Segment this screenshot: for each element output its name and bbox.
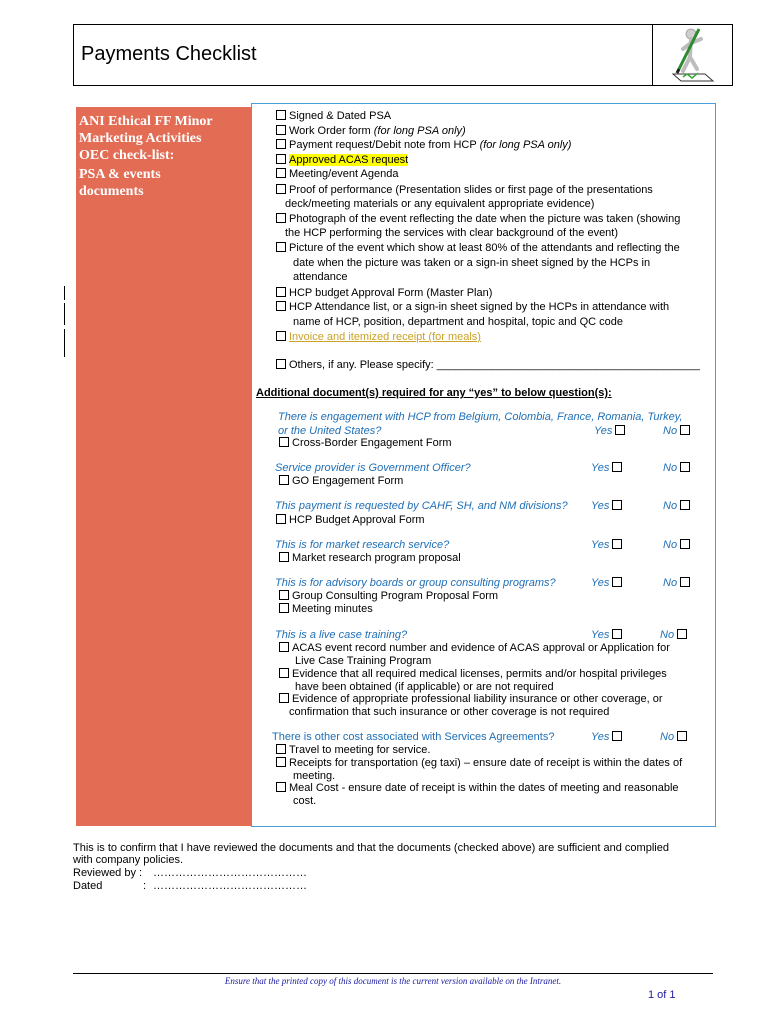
yes-label: Yes bbox=[591, 539, 610, 551]
required-doc bbox=[279, 590, 498, 603]
confirmation-text: with company policies. bbox=[73, 854, 184, 866]
yes-option bbox=[594, 425, 628, 438]
no-label: No bbox=[663, 462, 678, 474]
no-option bbox=[663, 425, 693, 438]
margin-mark bbox=[64, 286, 65, 300]
footer-divider bbox=[73, 973, 713, 974]
question-text: This is for market research service? bbox=[275, 539, 450, 551]
required-doc bbox=[279, 552, 461, 565]
item-label: Others, if any. Please specify: ___________________________________________ bbox=[289, 359, 700, 371]
doc-label: Evidence that all required medical licenses, permits and/or hospital privileges bbox=[292, 668, 667, 680]
checkbox[interactable] bbox=[276, 782, 286, 792]
no-option bbox=[663, 462, 693, 475]
yes-label: Yes bbox=[591, 462, 610, 474]
checklist-item bbox=[276, 125, 466, 138]
yes-option bbox=[591, 500, 625, 513]
doc-label: HCP Budget Approval Form bbox=[289, 514, 425, 526]
checkbox[interactable] bbox=[276, 184, 286, 194]
doc-label-cont: Live Case Training Program bbox=[295, 655, 432, 667]
dated-field[interactable]: …………………………………… bbox=[153, 880, 307, 892]
checkbox[interactable] bbox=[276, 287, 286, 297]
yes-label: Yes bbox=[591, 629, 610, 641]
item-label: Signed & Dated PSA bbox=[289, 110, 392, 122]
doc-label: ACAS event record number and evidence of ACAS approval or Application for bbox=[292, 642, 670, 654]
yes-label: Yes bbox=[594, 425, 613, 437]
doc-label-cont: cost. bbox=[293, 795, 317, 807]
yes-checkbox[interactable] bbox=[612, 731, 622, 741]
required-doc bbox=[279, 437, 452, 450]
no-label: No bbox=[663, 500, 678, 512]
side-panel-line: PSA & events bbox=[79, 167, 161, 182]
checkbox[interactable] bbox=[276, 242, 286, 252]
page-number: 1 of 1 bbox=[648, 989, 676, 1001]
no-label: No bbox=[663, 539, 678, 551]
checklist-item bbox=[276, 213, 680, 226]
page-title: Payments Checklist bbox=[81, 43, 257, 65]
yes-label: Yes bbox=[591, 731, 610, 743]
checklist-item bbox=[276, 168, 398, 181]
checkbox[interactable] bbox=[279, 437, 289, 447]
checklist-item bbox=[276, 287, 492, 300]
no-checkbox[interactable] bbox=[680, 462, 690, 472]
required-doc bbox=[276, 514, 425, 527]
required-doc bbox=[276, 744, 430, 757]
required-doc bbox=[279, 603, 373, 616]
required-doc bbox=[279, 642, 670, 655]
item-label: Work Order form bbox=[289, 125, 374, 137]
no-checkbox[interactable] bbox=[677, 629, 687, 639]
checkbox[interactable] bbox=[276, 168, 286, 178]
checkbox[interactable] bbox=[276, 154, 286, 164]
yes-label: Yes bbox=[591, 577, 610, 589]
required-doc bbox=[279, 475, 403, 488]
checkbox[interactable] bbox=[276, 125, 286, 135]
yes-option bbox=[591, 629, 625, 642]
confirmation-text: This is to confirm that I have reviewed the documents and that the documents (checked above) are sufficient and complied bbox=[73, 842, 669, 854]
no-option bbox=[663, 539, 693, 552]
doc-label-cont: have been obtained (if applicable) or are not required bbox=[295, 681, 554, 693]
item-label: Meeting/event Agenda bbox=[289, 168, 399, 180]
no-label: No bbox=[663, 577, 678, 589]
yes-option bbox=[591, 577, 625, 590]
item-label-highlighted: Approved ACAS request bbox=[289, 154, 409, 166]
item-label: Payment request/Debit note from HCP bbox=[289, 139, 480, 151]
checklist-item bbox=[276, 359, 700, 372]
no-option bbox=[660, 731, 690, 744]
checklist-item bbox=[276, 154, 408, 167]
side-panel bbox=[76, 107, 251, 826]
margin-mark bbox=[64, 303, 65, 325]
yes-checkbox[interactable] bbox=[612, 539, 622, 549]
reviewed-by-label: Reviewed by : bbox=[73, 867, 143, 879]
doc-label: Travel to meeting for service. bbox=[289, 744, 431, 756]
item-label-cont: name of HCP, position, department and hospital, topic and QC code bbox=[293, 316, 623, 328]
no-checkbox[interactable] bbox=[680, 539, 690, 549]
checkbox[interactable] bbox=[276, 139, 286, 149]
yes-checkbox[interactable] bbox=[612, 500, 622, 510]
no-option bbox=[663, 500, 693, 513]
item-label: HCP Attendance list, or a sign-in sheet signed by the HCPs in attendance with bbox=[289, 301, 670, 313]
item-label: HCP budget Approval Form (Master Plan) bbox=[289, 287, 493, 299]
question-text: This is for advisory boards or group consulting programs? bbox=[275, 577, 556, 589]
no-checkbox[interactable] bbox=[677, 731, 687, 741]
doc-label: Market research program proposal bbox=[292, 552, 461, 564]
checkbox[interactable] bbox=[276, 359, 286, 369]
checkbox[interactable] bbox=[279, 603, 289, 613]
pen-figure-icon bbox=[653, 25, 733, 85]
required-doc bbox=[279, 668, 667, 681]
question-text: There is other cost associated with Services Agreements? bbox=[272, 731, 555, 743]
no-label: No bbox=[660, 629, 675, 641]
side-panel-line: Marketing Activities bbox=[79, 131, 202, 146]
checkbox[interactable] bbox=[276, 110, 286, 120]
checklist-item bbox=[276, 301, 669, 314]
side-panel-line: ANI Ethical FF Minor bbox=[79, 114, 213, 129]
no-checkbox[interactable] bbox=[680, 577, 690, 587]
no-checkbox[interactable] bbox=[680, 500, 690, 510]
no-checkbox[interactable] bbox=[680, 425, 690, 435]
question-text: or the United States? bbox=[278, 425, 382, 437]
doc-label: Evidence of appropriate professional liability insurance or other coverage, or bbox=[292, 693, 663, 705]
checkbox[interactable] bbox=[276, 744, 286, 754]
question-text: Service provider is Government Officer? bbox=[275, 462, 471, 474]
item-note: (for long PSA only) bbox=[373, 125, 466, 137]
checkbox[interactable] bbox=[276, 514, 286, 524]
required-doc bbox=[279, 693, 663, 706]
no-option bbox=[660, 629, 690, 642]
additional-heading: Additional document(s) required for any “yes” to below question(s): bbox=[256, 387, 612, 399]
item-label-cont: date when the picture was taken or a sign-in sheet signed by the HCPs in bbox=[293, 257, 651, 269]
item-label-cont: the HCP performing the services with clear background of the event) bbox=[285, 227, 619, 239]
required-doc bbox=[276, 757, 682, 770]
checklist-item bbox=[276, 110, 391, 123]
question-text: This is a live case training? bbox=[275, 629, 408, 641]
doc-label-cont: meeting. bbox=[293, 770, 336, 782]
yes-checkbox[interactable] bbox=[612, 629, 622, 639]
checkbox[interactable] bbox=[276, 213, 286, 223]
dated-label: Dated bbox=[73, 880, 103, 892]
yes-checkbox[interactable] bbox=[615, 425, 625, 435]
item-label-cont: attendance bbox=[293, 271, 348, 283]
item-label: Picture of the event which show at least 80% of the attendants and reflecting the bbox=[289, 242, 680, 254]
margin-mark bbox=[64, 329, 65, 357]
yes-checkbox[interactable] bbox=[612, 462, 622, 472]
checklist-item bbox=[276, 242, 680, 255]
checkbox[interactable] bbox=[279, 642, 289, 652]
checkbox[interactable] bbox=[279, 552, 289, 562]
checkbox[interactable] bbox=[279, 668, 289, 678]
side-panel-line: OEC check-list: bbox=[79, 148, 175, 163]
checkbox[interactable] bbox=[279, 693, 289, 703]
yes-label: Yes bbox=[591, 500, 610, 512]
yes-checkbox[interactable] bbox=[612, 577, 622, 587]
no-label: No bbox=[660, 731, 675, 743]
no-label: No bbox=[663, 425, 678, 437]
item-label: Proof of performance (Presentation slides or first page of the presentations bbox=[289, 184, 653, 196]
doc-label: Receipts for transportation (eg taxi) – ensure date of receipt is within the dates of bbox=[289, 757, 683, 769]
dated-colon: : bbox=[143, 880, 147, 892]
side-panel-line: documents bbox=[79, 184, 144, 199]
checkbox[interactable] bbox=[276, 757, 286, 767]
doc-label: Cross-Border Engagement Form bbox=[292, 437, 452, 449]
item-label-cont: deck/meeting materials or any equivalent appropriate evidence) bbox=[285, 198, 595, 210]
invoice-link[interactable]: Invoice and itemized receipt (for meals) bbox=[289, 331, 481, 343]
checklist-item bbox=[276, 331, 481, 344]
item-note: (for long PSA only) bbox=[479, 139, 572, 151]
reviewed-by-field[interactable]: …………………………………… bbox=[153, 867, 307, 879]
checklist-item bbox=[276, 139, 571, 152]
yes-option bbox=[591, 462, 625, 475]
checkbox[interactable] bbox=[276, 331, 286, 341]
footer-note: Ensure that the printed copy of this document is the current version available on the Intranet. bbox=[224, 976, 562, 986]
question-text: There is engagement with HCP from Belgium, Colombia, France, Romania, Turkey, bbox=[278, 411, 683, 423]
yes-option bbox=[591, 731, 625, 744]
required-doc bbox=[276, 782, 679, 795]
checklist-item bbox=[276, 184, 653, 197]
item-label: Photograph of the event reflecting the date when the picture was taken (showing bbox=[289, 213, 681, 225]
question-text: This payment is requested by CAHF, SH, and NM divisions? bbox=[275, 500, 568, 512]
doc-label-cont: confirmation that such insurance or other coverage is not required bbox=[289, 706, 610, 718]
checkbox[interactable] bbox=[279, 475, 289, 485]
doc-label: Meal Cost - ensure date of receipt is within the dates of meeting and reasonable bbox=[289, 782, 679, 794]
doc-label: GO Engagement Form bbox=[292, 475, 404, 487]
checkbox[interactable] bbox=[279, 590, 289, 600]
doc-label: Meeting minutes bbox=[292, 603, 373, 615]
checkbox[interactable] bbox=[276, 301, 286, 311]
header-box bbox=[73, 24, 733, 86]
no-option bbox=[663, 577, 693, 590]
yes-option bbox=[591, 539, 625, 552]
doc-label: Group Consulting Program Proposal Form bbox=[292, 590, 499, 602]
logo-cell bbox=[652, 25, 732, 85]
